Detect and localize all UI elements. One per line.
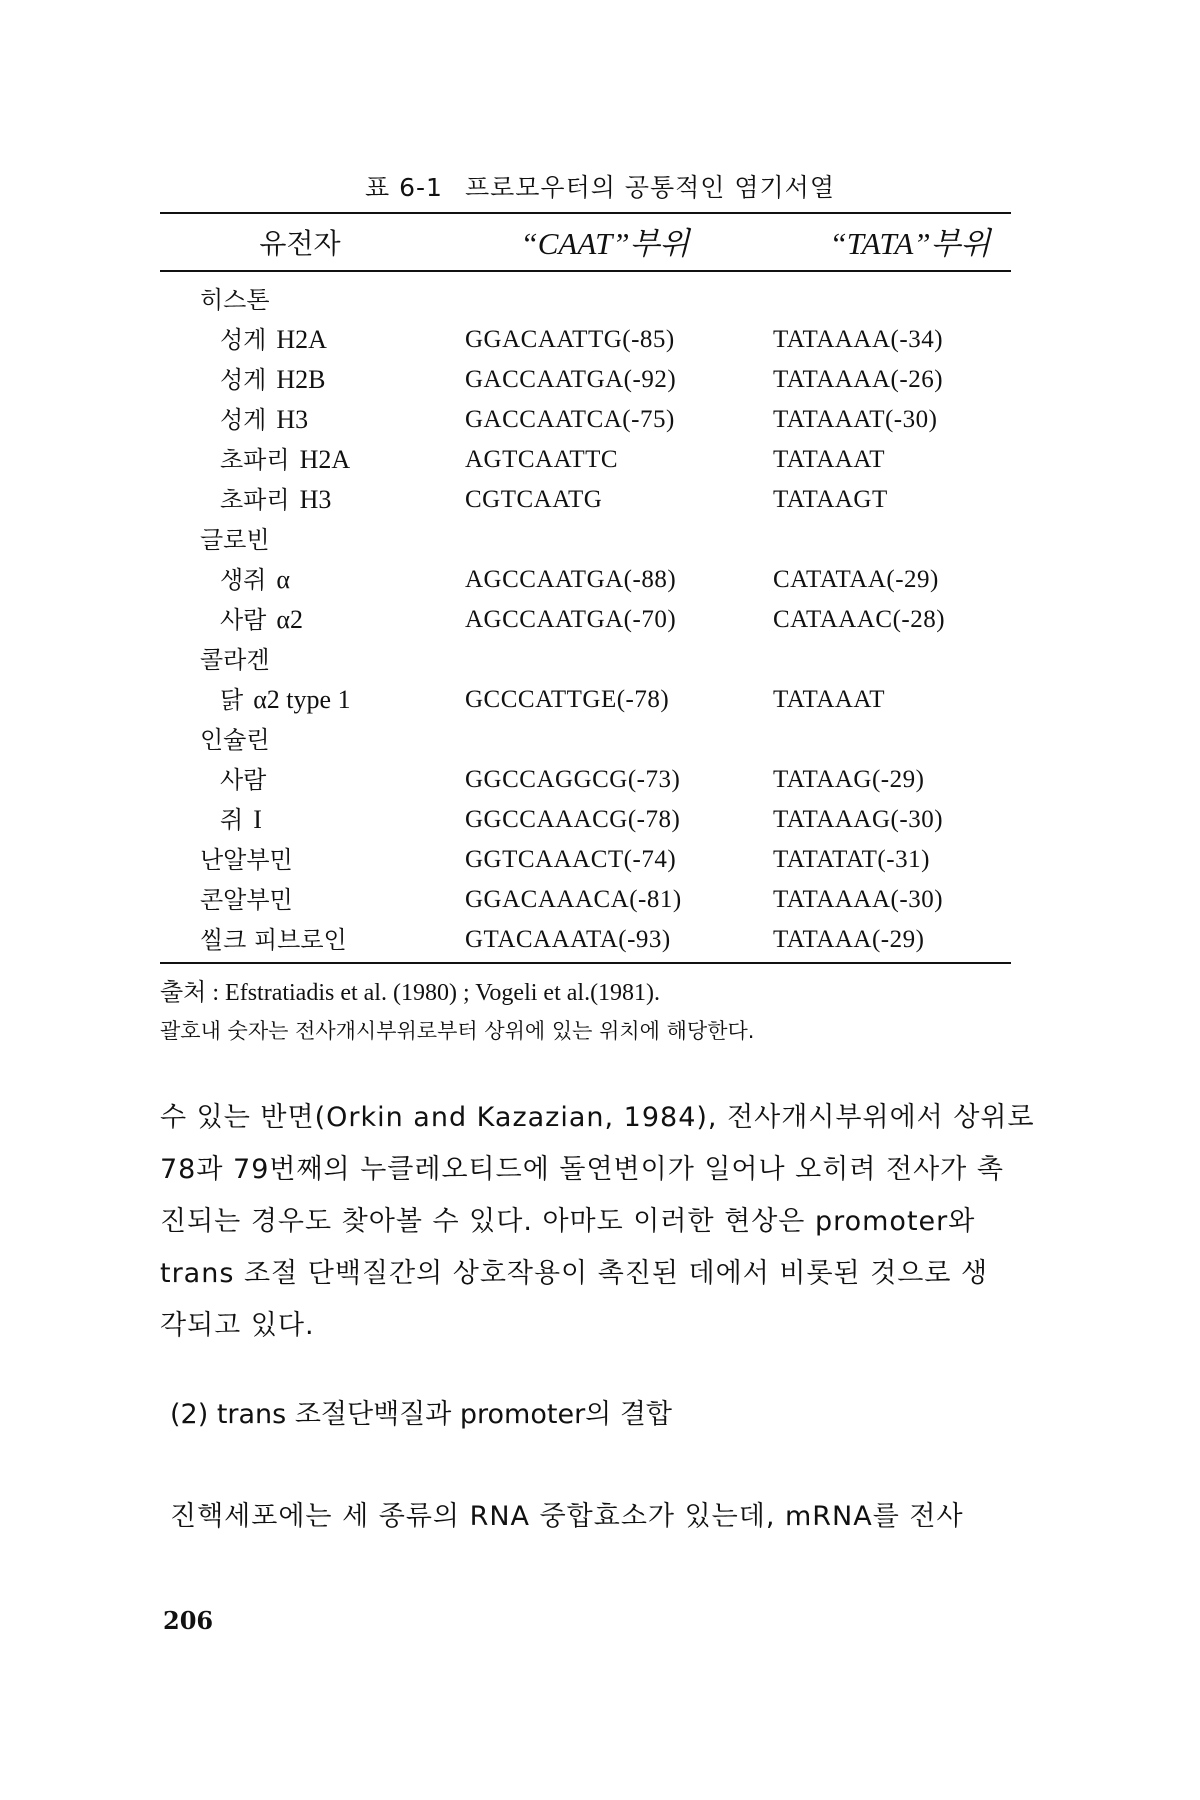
- gene-variant: α: [276, 565, 290, 594]
- gene-cell: [220, 480, 331, 520]
- table-row: [160, 360, 1011, 400]
- header-caat: “CAAT”부위: [520, 226, 690, 261]
- table-caption-title: 프로모우터의 공통적인 염기서열: [464, 173, 835, 202]
- gene-name: 닭: [220, 686, 244, 714]
- gene-cell: [220, 440, 350, 480]
- table-row: [160, 440, 1011, 480]
- table-row: [160, 640, 1011, 680]
- tata-cell: TATAAAA(-30): [773, 886, 944, 913]
- gene-cell: [220, 600, 303, 640]
- gene-group-cell: [200, 880, 293, 920]
- caat-cell: GGACAAACA(-81): [465, 886, 682, 913]
- tata-cell: TATAAG(-29): [773, 766, 925, 793]
- gene-name: 생쥐: [220, 566, 267, 594]
- gene-variant: H2A: [299, 445, 351, 474]
- table-notes: [160, 974, 1040, 1050]
- caat-cell: GCCCATTGE(-78): [465, 686, 670, 713]
- body-line: 78과 79번째의 누클레오티드에 돌연변이가 일어나 오히려 전사가 촉: [160, 1154, 1004, 1185]
- table-caption: [0, 168, 1200, 204]
- tata-cell: CATATAA(-29): [773, 566, 939, 593]
- tata-cell: TATAAA(-29): [773, 926, 925, 953]
- caat-cell: GGCCAAACG(-78): [465, 806, 681, 833]
- caat-cell: AGCCAATGA(-88): [465, 566, 677, 593]
- header-tata: “TATA”부위: [829, 226, 991, 261]
- gene-name: 성게: [220, 326, 267, 354]
- table-row: [160, 680, 1011, 720]
- gene-group-cell: [200, 920, 347, 960]
- caat-cell: GGTCAAACT(-74): [465, 846, 677, 873]
- table-row: [160, 800, 1011, 840]
- gene-name: 글로빈: [200, 526, 270, 554]
- gene-name: 사람: [220, 766, 267, 794]
- table-row: [160, 720, 1011, 760]
- table-row: [160, 920, 1011, 960]
- table-row: [160, 560, 1011, 600]
- table-row: [160, 760, 1011, 800]
- gene-group-cell: [200, 720, 270, 760]
- tata-cell: TATAAAA(-34): [773, 326, 944, 353]
- caat-cell: GACCAATGA(-92): [465, 366, 677, 393]
- table-row: [160, 600, 1011, 640]
- gene-name: 콜라겐: [200, 646, 270, 674]
- table-paren-note: 괄호내 숫자는 전사개시부위로부터 상위에 있는 위치에 해당한다.: [160, 1019, 755, 1043]
- table-row: [160, 880, 1011, 920]
- tata-cell: TATATAT(-31): [773, 846, 930, 873]
- gene-cell: [220, 400, 308, 440]
- gene-group-cell: [200, 280, 270, 320]
- gene-name: 콘알부민: [200, 886, 293, 914]
- caat-cell: GGCCAGGCG(-73): [465, 766, 681, 793]
- caat-cell: AGCCAATGA(-70): [465, 606, 677, 633]
- gene-cell: [220, 360, 326, 400]
- caat-cell: GACCAATCA(-75): [465, 406, 675, 433]
- gene-name: 씰크 피브로인: [200, 926, 347, 954]
- gene-name: 성게: [220, 366, 267, 394]
- tata-cell: TATAAAT: [773, 686, 885, 713]
- header-gene: 유전자: [259, 227, 341, 260]
- table-row: [160, 840, 1011, 880]
- gene-name: 난알부민: [200, 846, 293, 874]
- gene-variant: H3: [299, 485, 332, 514]
- gene-variant: H2A: [276, 325, 327, 354]
- gene-name: 인슐린: [200, 726, 270, 754]
- body-paragraph: [160, 1092, 1035, 1352]
- caat-cell: CGTCAATG: [465, 486, 603, 513]
- gene-cell: [220, 760, 266, 800]
- promoter-table: [160, 280, 1011, 960]
- gene-variant: α2 type 1: [253, 685, 351, 714]
- caat-cell: GGACAATTG(-85): [465, 326, 675, 353]
- table-header-rule: [160, 270, 1011, 272]
- table-row: [160, 280, 1011, 320]
- body-line: 수 있는 반면(Orkin and Kazazian, 1984), 전사개시부위에서 상위로: [160, 1102, 1035, 1133]
- tata-cell: TATAAAA(-26): [773, 366, 944, 393]
- gene-name: 초파리: [220, 446, 290, 474]
- tata-cell: TATAAAT: [773, 446, 885, 473]
- gene-variant: H2B: [276, 365, 326, 394]
- table-row: [160, 400, 1011, 440]
- tata-cell: TATAAGT: [773, 486, 888, 513]
- body-line: 각되고 있다.: [160, 1310, 315, 1341]
- gene-name: 성게: [220, 406, 267, 434]
- gene-name: 히스톤: [200, 286, 270, 314]
- gene-name: 초파리: [220, 486, 290, 514]
- body-line-after-heading: 진핵세포에는 세 종류의 RNA 중합효소가 있는데, mRNA를 전사: [170, 1501, 964, 1532]
- gene-cell: [220, 680, 351, 720]
- table-bottom-rule: [160, 962, 1011, 964]
- table-row: [160, 520, 1011, 560]
- section-heading: (2) trans 조절단백질과 promoter의 결합: [170, 1399, 673, 1430]
- gene-group-cell: [200, 520, 270, 560]
- page-number: 206: [163, 1606, 214, 1635]
- gene-group-cell: [200, 840, 293, 880]
- caat-cell: AGTCAATTC: [465, 446, 619, 473]
- gene-variant: I: [253, 805, 262, 834]
- table-source-note: 출처 : Efstratiadis et al. (1980) ; Vogeli et al.(1981).: [160, 980, 661, 1006]
- body-line: trans 조절 단백질간의 상호작용이 촉진된 데에서 비롯된 것으로 생: [160, 1258, 989, 1289]
- table-row: [160, 480, 1011, 520]
- table-caption-number: 표 6-1: [365, 173, 443, 202]
- tata-cell: TATAAAT(-30): [773, 406, 938, 433]
- gene-cell: [220, 320, 327, 360]
- gene-name: 사람: [220, 606, 267, 634]
- gene-variant: H3: [276, 405, 309, 434]
- gene-cell: [220, 800, 262, 840]
- caat-cell: GTACAAATA(-93): [465, 926, 671, 953]
- gene-name: 쥐: [220, 806, 244, 834]
- gene-group-cell: [200, 640, 270, 680]
- tata-cell: CATAAAC(-28): [773, 606, 946, 633]
- gene-variant: α2: [276, 605, 303, 634]
- gene-cell: [220, 560, 290, 600]
- tata-cell: TATAAAG(-30): [773, 806, 944, 833]
- body-line: 진되는 경우도 찾아볼 수 있다. 아마도 이러한 현상은 promoter와: [160, 1206, 976, 1237]
- table-top-rule: [160, 212, 1011, 214]
- table-row: [160, 320, 1011, 360]
